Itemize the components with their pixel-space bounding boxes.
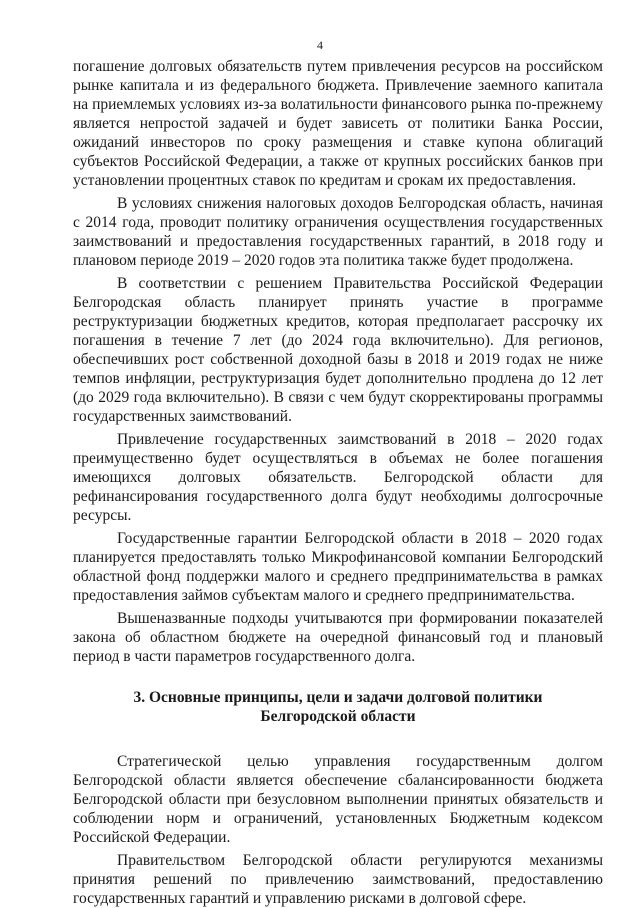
- paragraph: В условиях снижения налоговых доходов Белгородская область, начиная с 2014 года, проводит политику ограничения осуществления государственных заимствований и предоставления государственных гарантий, в 2018 году и плановом периоде 2019 – 2020 годов эта политика также будет продолжена.: [73, 195, 603, 269]
- section-heading: [73, 688, 603, 726]
- paragraph: В соответствии с решением Правительства Российской Федерации Белгородская область планирует принять участие в программе реструктуризации бюджетных кредитов, которая предполагает рассрочку их погашения в течение 7 лет (до 2024 года включительно). Для регионов, обеспечивших рост собственной доходной базы в 2018 и 2019 годах не ниже темпов инфляции, реструктуризация будет дополнительно продлена до 12 лет (до 2029 года включительно). В связи с чем будут скорректированы программы государственных заимствований.: [73, 275, 603, 425]
- page-number: 4: [317, 38, 323, 52]
- paragraph: Привлечение государственных заимствований в 2018 – 2020 годах преимущественно будет осуществляться в объемах не более погашения имеющихся долговых обязательств. Белгородской области для рефинансирования государственного долга будут необходимы долгосрочные ресурсы.: [73, 431, 603, 524]
- paragraph: Стратегической целью управления государственным долгом Белгородской области является обеспечение сбалансированности бюджета Белгородской области при безусловном выполнении принятых обязательств и соблюдении норм и ограничений, установленных Бюджетным кодексом Российской Федерации.: [73, 753, 603, 846]
- section-heading-line: Белгородской области: [260, 708, 416, 725]
- document-body: [73, 57, 603, 908]
- paragraph: Государственные гарантии Белгородской области в 2018 – 2020 годах планируется предоставлять только Микрофинансовой компании Белгородский областной фонд поддержки малого и среднего предпринимательства в рамках предоставления займов субъектам малого и среднего предпринимательства.: [73, 530, 603, 604]
- paragraph: Правительством Белгородской области регулируются механизмы принятия решений по привлечению заимствований, предоставлению государственных гарантий и управлению рисками в долговой сфере.: [73, 852, 603, 907]
- paragraph: погашение долговых обязательств путем привлечения ресурсов на российском рынке капитала и из федерального бюджета. Привлечение заемного капитала на приемлемых условиях из-за волатильности финансового рынка по-прежнему является непростой задачей и будет зависеть от политики Банка России, ожиданий инвесторов по сроку размещения и ставке купона облигаций субъектов Российской Федерации, а также от крупных российских банков при установлении процентных ставок по кредитам и срокам их предоставления.: [73, 58, 603, 189]
- section-heading-line: 3. Основные принципы, цели и задачи долговой политики: [133, 689, 543, 706]
- paragraph: Вышеназванные подходы учитываются при формировании показателей закона об областном бюджете на очередной финансовый год и плановый период в части параметров государственного долга.: [73, 610, 603, 665]
